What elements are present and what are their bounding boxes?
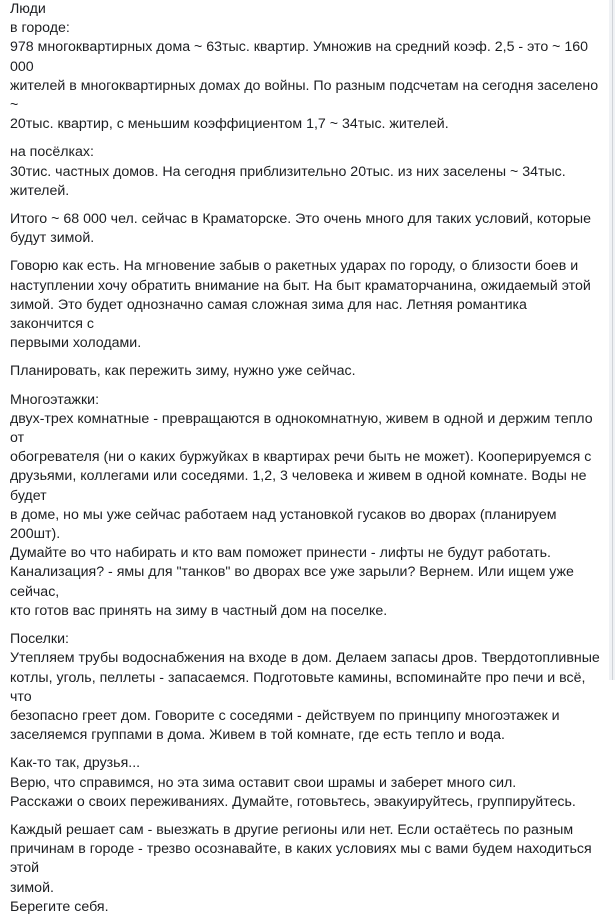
post-line: 20тыс. квартир, с меньшим коэффициентом 1,7 ~ 34тыс. жителей. — [10, 116, 449, 133]
post-line: Планировать, как пережить зиму, нужно уже сейчас. — [10, 363, 356, 380]
post-line: 978 многоквартирных дома ~ 63тыс. квартир. Умножив на средний коэф. 2,5 - это ~ 160 000 — [10, 39, 589, 75]
post-paragraph-houses — [10, 630, 601, 745]
post-line: безопасно греет дом. Говорите с соседями - действуем по принципу многоэтажек и — [10, 707, 560, 724]
scroll-rail-line — [612, 0, 613, 680]
post-paragraph-apartments — [10, 391, 601, 621]
post-line: в городе: — [10, 20, 70, 37]
post-line: 30тис. частных домов. На сегодня приблизительно 20тыс. из них заселены ~ 34тыс. жителей. — [10, 163, 566, 199]
post-line: Утепляем трубы водоснабжения на входе в дом. Делаем запасы дров. Твердотопливные — [10, 650, 600, 667]
post-paragraph-intro — [10, 257, 601, 353]
post-line: наступлении хочу обратить внимание на быт. На быт краматорчанина, ожидаемый этой — [10, 277, 591, 294]
post-paragraph-people — [10, 0, 601, 134]
post-line: обогревателя (ни о каких буржуйках в квартирах речи быть не может). Кооперируемся с — [10, 449, 592, 466]
post-line: жителей в многоквартирных домах до войны. По разным подсчетам на сегодня заселено ~ — [10, 77, 599, 114]
post-line: Расскажи о своих переживаниях. Думайте, готовьтесь, эвакуируйтесь, группируйтесь. — [10, 793, 576, 810]
scroll-rail[interactable] — [609, 0, 615, 680]
post-line: Думайте во что набирать и кто вам поможет принести - лифты не будут работать. — [10, 545, 551, 562]
post-line: Многоэтажки: — [10, 391, 100, 408]
post-line: котлы, уголь, пеллеты - запасаемся. Подготовьте камины, вспоминайте про печи и всё, что — [10, 669, 586, 705]
post-line: Итого ~ 68 000 чел. сейчас в Краматорске. Это очень много для таких условий, которые — [10, 211, 592, 228]
post-line: Каждый решает сам - выезжать в другие регионы или нет. Если остаётесь по разным — [10, 821, 574, 838]
post-line: зимой. Это будет однозначно самая сложная зима для нас. Летняя романтика закончится с — [10, 296, 527, 333]
post-line: будут зимой. — [10, 230, 95, 247]
post-line: кто готов вас принять на зиму в частный дом на поселке. — [10, 602, 388, 619]
post-paragraph-total — [10, 210, 601, 248]
post-line: друзьями, коллегами или соседями. 1,2, 3 человека и живем в одной комнате. Воды не будет — [10, 468, 587, 504]
post-line: первыми холодами. — [10, 335, 142, 352]
post-paragraph-closing — [10, 821, 601, 917]
post-paragraph-plan — [10, 362, 601, 381]
post-line: заселяемся группами в дома. Живем в той комнате, где есть тепло и вода. — [10, 727, 505, 744]
post-line: Как-то так, друзья... — [10, 755, 141, 772]
post-line: в доме, но мы уже сейчас работаем над установкой гусаков во дворах (планируем 200шт). — [10, 506, 557, 543]
post-line: на посёлках: — [10, 144, 94, 161]
post-line: Канализация? - ямы для "танков" во дворах все уже зарыли? Вернем. Или ищем уже сейчас, — [10, 564, 574, 600]
post-line: причинам в городе - трезво осознавайте, в каких условиях мы с вами будем находиться этой — [10, 841, 592, 877]
post-line: Верю, что справимся, но эта зима оставит свои шрамы и заберет много сил. — [10, 774, 517, 791]
post-line: Берегите себя. — [10, 898, 109, 915]
post-line: Говорю как есть. На мгновение забыв о ракетных ударах по городу, о близости боев и — [10, 258, 579, 275]
post-line: зимой. — [10, 879, 54, 896]
post-paragraph-villages — [10, 143, 601, 201]
post-line: Люди — [10, 1, 46, 17]
post-line: двух-трех комнатные - превращаются в однокомнатную, живем в одной и держим тепло от — [10, 410, 593, 447]
post-paragraph-outro — [10, 754, 601, 812]
post-line: Поселки: — [10, 631, 69, 648]
